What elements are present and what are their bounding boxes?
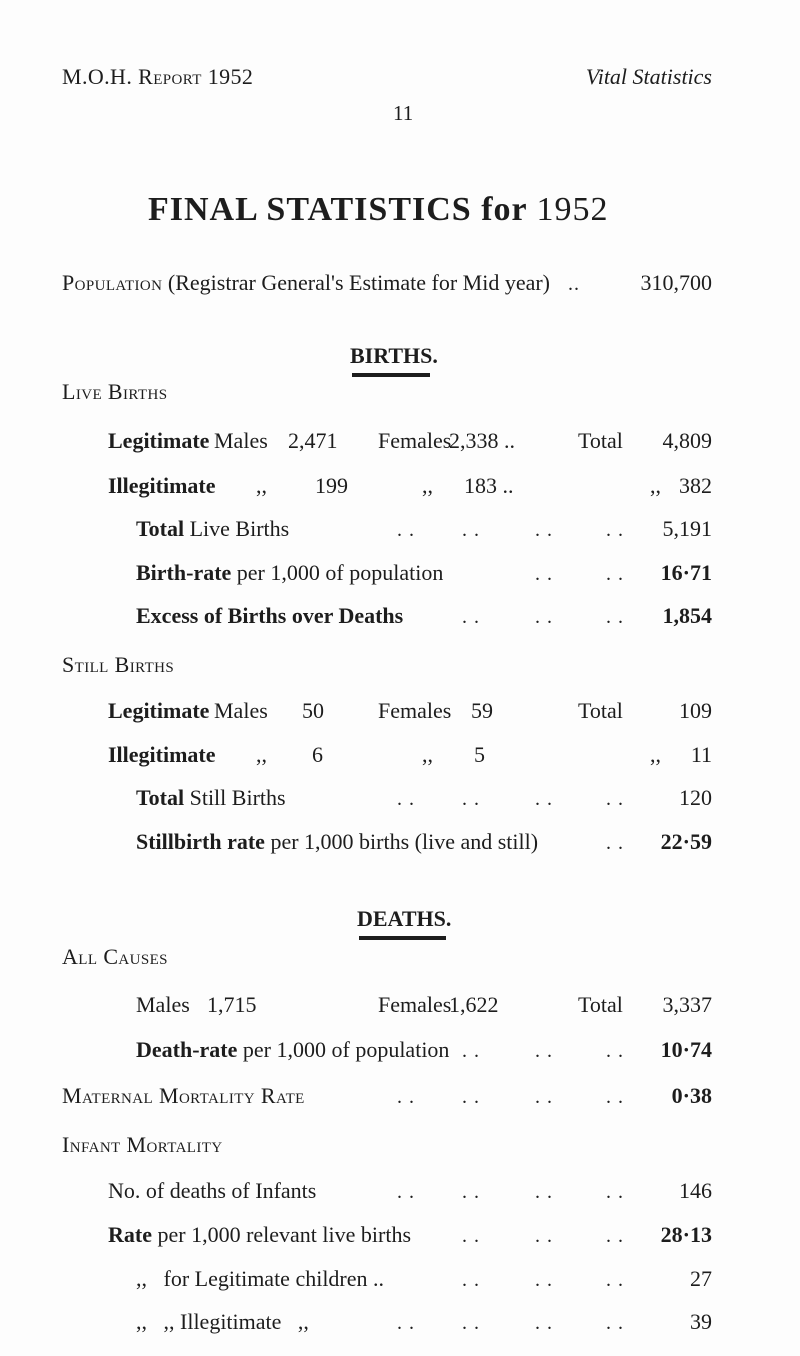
still-illegit-total-value: 11 [690, 742, 712, 767]
leader-dots: . . [535, 1040, 553, 1062]
leader-dots: . . [462, 1312, 480, 1334]
leader-dots: . . [606, 788, 624, 810]
deaths-total-word: Total [578, 992, 623, 1017]
infant-rate-rest: per 1,000 relevant live births [157, 1222, 412, 1247]
live-legit-males-word: Males [214, 428, 268, 453]
infant-deaths-label: No. of deaths of Infants [108, 1178, 317, 1203]
still-legit-total-word: Total [578, 698, 623, 723]
total-live-births-value: 5,191 [662, 516, 712, 541]
infant-legit-value: 27 [690, 1266, 712, 1291]
total-live-births-rest: Live Births [189, 516, 290, 541]
leader-dots: . . [397, 1086, 415, 1108]
leader-dots: . . [606, 519, 624, 541]
death-rate-bold: Death-rate [136, 1037, 238, 1062]
leader-dots: . . [606, 1269, 624, 1291]
still-illegit-label: Illegitimate [108, 742, 216, 767]
leader-dots: . . [535, 1181, 553, 1203]
birth-rate-rest: per 1,000 of population [236, 560, 444, 585]
leader-dots: . . [535, 788, 553, 810]
leader-dots: . . [606, 1086, 624, 1108]
births-heading-rule [352, 373, 430, 377]
still-illegit-males-value: 6 [312, 742, 323, 767]
still-illegit-females-value: 5 [474, 742, 485, 767]
leader-dots: . . [462, 606, 480, 628]
total-live-births-bold: Total [136, 516, 185, 541]
still-illegit-total-word: ,, [650, 742, 661, 767]
maternal-mortality-value: 0·38 [671, 1083, 712, 1108]
death-rate-label [136, 1039, 449, 1061]
still-legit-males-word: Males [214, 698, 268, 723]
still-illegit-females-word: ,, [422, 742, 433, 767]
infant-legit-label: ,, for Legitimate children .. [136, 1266, 385, 1291]
live-illegit-total-value: 382 [679, 473, 712, 498]
leader-dots: . . [606, 606, 624, 628]
live-illegit-males-value: 199 [315, 473, 348, 498]
still-legit-females-word: Females [378, 698, 452, 723]
births-heading: BIRTHS. [350, 343, 438, 368]
leader-dots: . . [535, 1269, 553, 1291]
deaths-total-value: 3,337 [662, 992, 712, 1017]
excess-births-value: 1,854 [662, 603, 712, 628]
infant-deaths-value: 146 [679, 1178, 712, 1203]
still-legit-total-value: 109 [679, 698, 712, 723]
page-number: 11 [393, 101, 414, 125]
live-legit-males-value: 2,471 [288, 428, 338, 453]
leader-dots: . . [397, 1312, 415, 1334]
infant-rate-label [108, 1224, 411, 1246]
total-still-births-label [136, 787, 286, 809]
leader-dots: . . [535, 563, 553, 585]
live-births-label: Live Births [62, 379, 168, 404]
still-births-label: Still Births [62, 652, 175, 677]
still-legit-label: Legitimate [108, 698, 210, 723]
all-causes-label: All Causes [62, 944, 168, 969]
death-rate-rest: per 1,000 of population [242, 1037, 450, 1062]
birth-rate-label [136, 562, 443, 584]
total-still-births-bold: Total [136, 785, 185, 810]
leader-dots: . . [535, 1225, 553, 1247]
leader-dots: . . [606, 832, 624, 854]
running-head-right: Vital Statistics [585, 64, 712, 89]
leader-dots: . . [535, 1086, 553, 1108]
deaths-heading-rule [359, 936, 446, 940]
population-value: 310,700 [640, 270, 712, 295]
leader-dots: . . [606, 1181, 624, 1203]
leader-dots: . . [606, 1312, 624, 1334]
deaths-heading: DEATHS. [357, 906, 452, 931]
title-year: 1952 [536, 191, 609, 228]
live-legit-total-value: 4,809 [662, 428, 712, 453]
leader-dots: . . [397, 1181, 415, 1203]
stillbirth-rate-label [136, 831, 538, 853]
still-legit-males-value: 50 [302, 698, 324, 723]
leader-dots: . . [606, 1040, 624, 1062]
stillbirth-rate-value: 22·59 [660, 829, 712, 854]
birth-rate-bold: Birth-rate [136, 560, 232, 585]
deaths-females-word: Females [378, 992, 452, 1017]
infant-illegit-label: ,, ,, Illegitimate ,, [136, 1309, 309, 1334]
stillbirth-rate-rest: per 1,000 births (live and still) [270, 829, 539, 854]
population-label: Population [62, 270, 163, 295]
population-note: (Registrar General's Estimate for Mid year) [167, 270, 551, 295]
live-legit-label: Legitimate [108, 428, 210, 453]
deaths-males-value: 1,715 [207, 992, 257, 1017]
live-illegit-males-word: ,, [256, 473, 267, 498]
infant-rate-value: 28·13 [660, 1222, 712, 1247]
deaths-males-word: Males [136, 992, 190, 1017]
stillbirth-rate-bold: Stillbirth rate [136, 829, 265, 854]
live-legit-females-value: 2,338 .. [449, 428, 515, 453]
leader-dots: . . [462, 1181, 480, 1203]
leader-dots: . . [462, 519, 480, 541]
still-illegit-males-word: ,, [256, 742, 267, 767]
live-illegit-females-value: 183 .. [464, 473, 514, 498]
leader-dots: . . [397, 519, 415, 541]
leader-dots: . . [535, 606, 553, 628]
leader-dots: . . [462, 1225, 480, 1247]
infant-rate-bold: Rate [108, 1222, 152, 1247]
death-rate-value: 10·74 [660, 1037, 712, 1062]
population-leader: .. [568, 273, 580, 295]
maternal-mortality-label: Maternal Mortality Rate [62, 1083, 305, 1108]
live-illegit-total-word: ,, [650, 473, 661, 498]
birth-rate-value: 16·71 [660, 560, 712, 585]
leader-dots: . . [462, 1040, 480, 1062]
live-illegit-females-word: ,, [422, 473, 433, 498]
live-legit-total-word: Total [578, 428, 623, 453]
live-legit-females-word: Females [378, 428, 452, 453]
leader-dots: . . [462, 788, 480, 810]
live-illegit-label: Illegitimate [108, 473, 216, 498]
leader-dots: . . [606, 1225, 624, 1247]
excess-births-label: Excess of Births over Deaths [136, 603, 404, 628]
deaths-females-value: 1,622 [449, 992, 499, 1017]
title-text: FINAL STATISTICS for [148, 191, 527, 228]
running-head-left: M.O.H. Report 1952 [62, 64, 254, 89]
leader-dots: . . [535, 1312, 553, 1334]
leader-dots: . . [462, 1086, 480, 1108]
total-still-births-value: 120 [679, 785, 712, 810]
leader-dots: . . [462, 1269, 480, 1291]
total-live-births-label [136, 518, 289, 540]
infant-illegit-value: 39 [690, 1309, 712, 1334]
leader-dots: . . [397, 788, 415, 810]
leader-dots: . . [535, 519, 553, 541]
population-label-line [62, 272, 550, 294]
leader-dots: . . [606, 563, 624, 585]
still-legit-females-value: 59 [471, 698, 493, 723]
infant-mortality-label: Infant Mortality [62, 1132, 223, 1157]
total-still-births-rest: Still Births [189, 785, 286, 810]
page-title [148, 193, 609, 227]
